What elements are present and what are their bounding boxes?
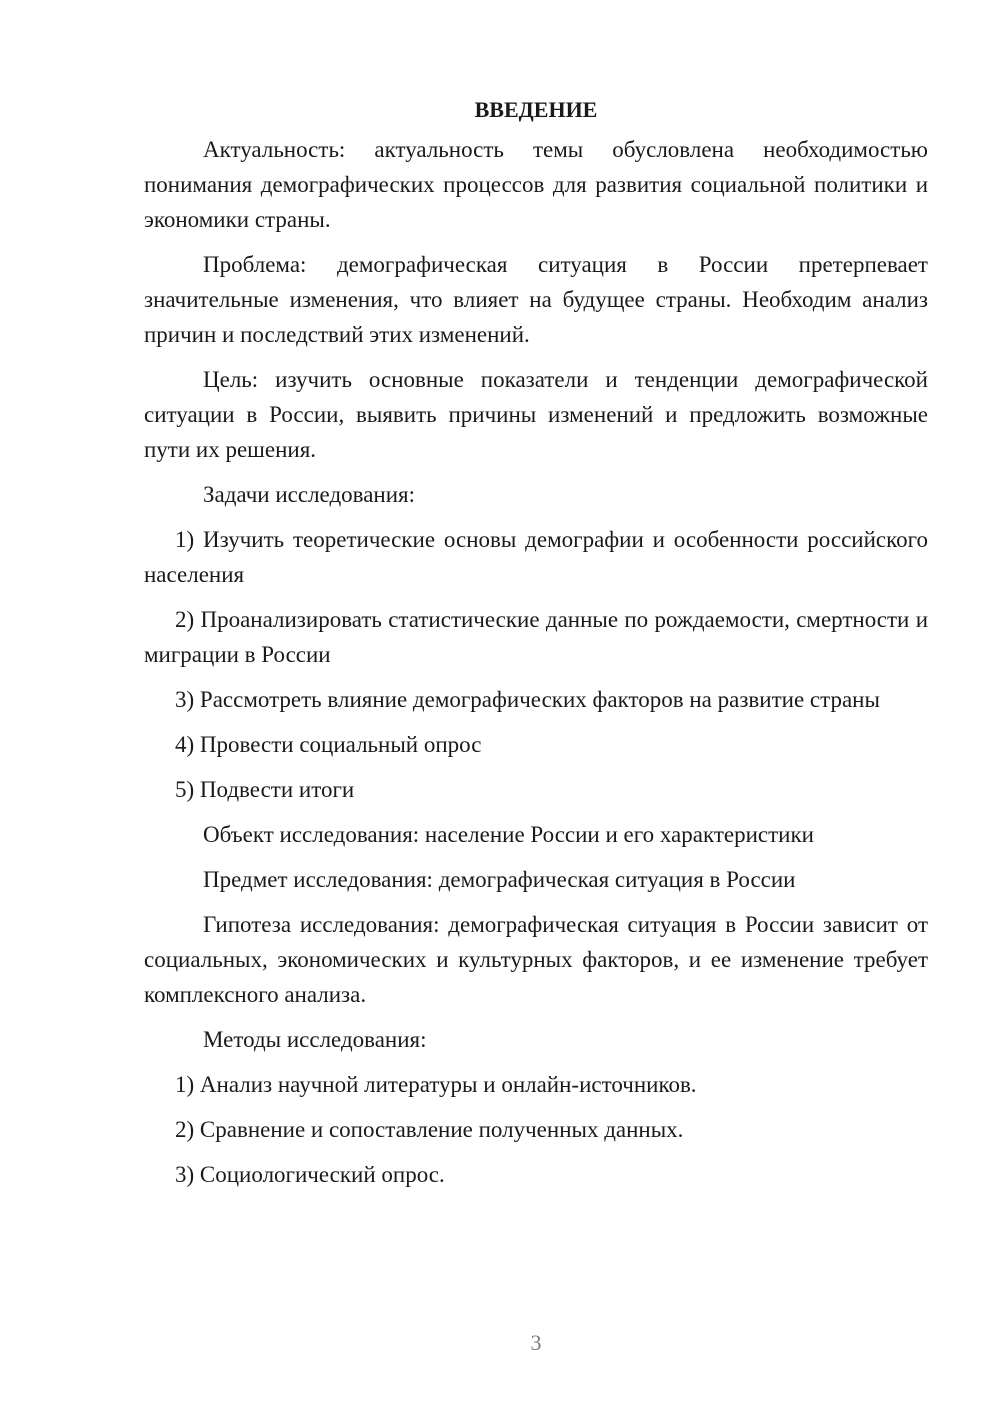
method-item-1: 1) Анализ научной литературы и онлайн-источников. [175,1072,697,1097]
problem-paragraph: Проблема: демографическая ситуация в России претерпевает значительные изменения, что влияет на будущее страны. Необходим анализ причин и последствий этих изменений. [144,252,928,347]
goal-paragraph: Цель: изучить основные показатели и тенденции демографической ситуации в России, выявить причины изменений и предложить возможные пути их решения. [144,367,928,462]
task-item-5: 5) Подвести итоги [175,777,355,802]
page-number: 3 [530,1330,542,1355]
research-subject: Предмет исследования: демографическая ситуация в России [203,867,796,892]
tasks-heading: Задачи исследования: [203,482,416,507]
page-title: ВВЕДЕНИЕ [474,97,598,122]
task-item-1: 1) Изучить теоретические основы демографии и особенности российского населения [144,527,928,587]
research-hypothesis: Гипотеза исследования: демографическая ситуация в России зависит от социальных, экономических и культурных факторов, и ее изменение требует комплексного анализа. [144,912,928,1007]
research-object: Объект исследования: население России и его характеристики [203,822,814,847]
task-item-4: 4) Провести социальный опрос [175,732,482,757]
relevance-paragraph: Актуальность: актуальность темы обусловлена необходимостью понимания демографических процессов для развития социальной политики и экономики страны. [144,137,928,232]
document-body [144,92,928,1202]
method-item-3: 3) Социологический опрос. [175,1162,445,1187]
task-item-3: 3) Рассмотреть влияние демографических факторов на развитие страны [175,687,880,712]
task-item-2: 2) Проанализировать статистические данные по рождаемости, смертности и миграции в России [144,607,928,667]
method-item-2: 2) Сравнение и сопоставление полученных данных. [175,1117,684,1142]
methods-heading: Методы исследования: [203,1027,427,1052]
